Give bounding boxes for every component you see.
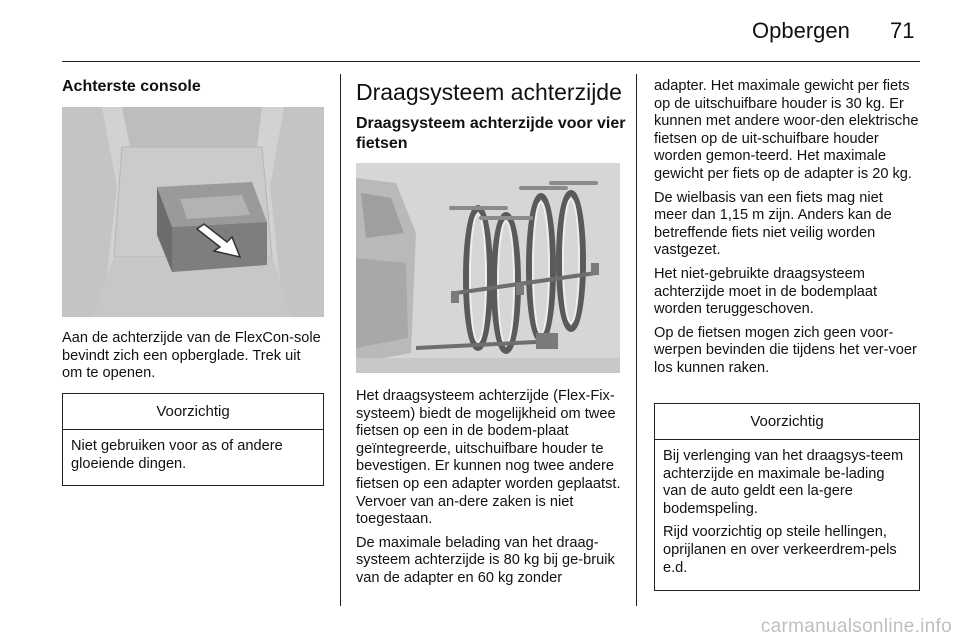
- section-heading-rear-carrier: Draagsysteem achterzijde: [356, 79, 622, 105]
- left-column: [62, 78, 324, 96]
- watermark: carmanualsonline.info: [760, 616, 952, 637]
- page-header-title: Opbergen: [752, 18, 850, 43]
- console-illustration: [62, 107, 324, 317]
- section-heading-rear-console: Achterste console: [62, 78, 201, 95]
- paragraph-weight-limits: adapter. Het maximale gewicht per fiets op de uitschuifbare houder is 30 kg. Er kunnen met andere woor-den elektrische fietsen op de uit-schuifbare houder worden gemon-teerd. Het maximale gewicht per fiets op de adapter is 20 kg.: [654, 78, 919, 182]
- paragraph-console-drawer: Aan de achterzijde van de FlexCon-sole bevindt zich een opberglade. Trek uit om te openen.: [62, 330, 321, 382]
- paragraph-loose-objects: Op de fietsen mogen zich geen voor-werpen bevinden die tijdens het ver-voer los kunnen raken.: [654, 324, 917, 376]
- page-number: 71: [890, 18, 915, 43]
- column-divider-left: [340, 74, 341, 606]
- paragraph-carrier-intro: Het draagsysteem achterzijde (Flex-Fix-systeem) biedt de mogelijkheid om twee fietsen op een in de bodem-plaat geïntegreerde, uitschuifbare houder te bevestigen. Er kunnen nog twee andere fietsen op een adapter worden geplaatst. Vervoer van an-dere zaken is niet toegestaan.: [356, 388, 621, 528]
- warning-box-left: [62, 393, 324, 486]
- paragraph-retract: Het niet-gebruikte draagsysteem achterzijde moet in de bodemplaat worden teruggeschoven.: [654, 265, 878, 318]
- warning-box-right: [654, 403, 920, 591]
- warning-text-clearance: Bij verlenging van het draagsys-teem achterzijde en maximale be-lading van de auto geldt een la-gere bodemspeling.: [663, 448, 904, 517]
- subheading-four-bikes: Draagsysteem achterzijde voor vier fietsen: [356, 115, 626, 152]
- bike-carrier-illustration: [356, 163, 620, 373]
- paragraph-carrier-load: De maximale belading van het draag-systeem achterzijde is 80 kg bij ge-bruik van de adapter en 60 kg zonder: [356, 534, 615, 586]
- warning-title: Voorzichtig: [655, 404, 919, 440]
- warning-text-drive-carefully: Rijd voorzichtig op steile hellingen, oprijlanen en over verkeerdrem-pels e.d.: [663, 524, 897, 576]
- warning-title: Voorzichtig: [63, 394, 323, 430]
- column-divider-right: [636, 74, 637, 606]
- warning-text: Niet gebruiken voor as of andere gloeiende dingen.: [71, 438, 283, 472]
- paragraph-wheelbase: De wielbasis van een fiets mag niet meer dan 1,15 m zijn. Anders kan de betreffende fiets niet veilig worden vastgezet.: [654, 189, 892, 259]
- header-divider: [62, 61, 920, 62]
